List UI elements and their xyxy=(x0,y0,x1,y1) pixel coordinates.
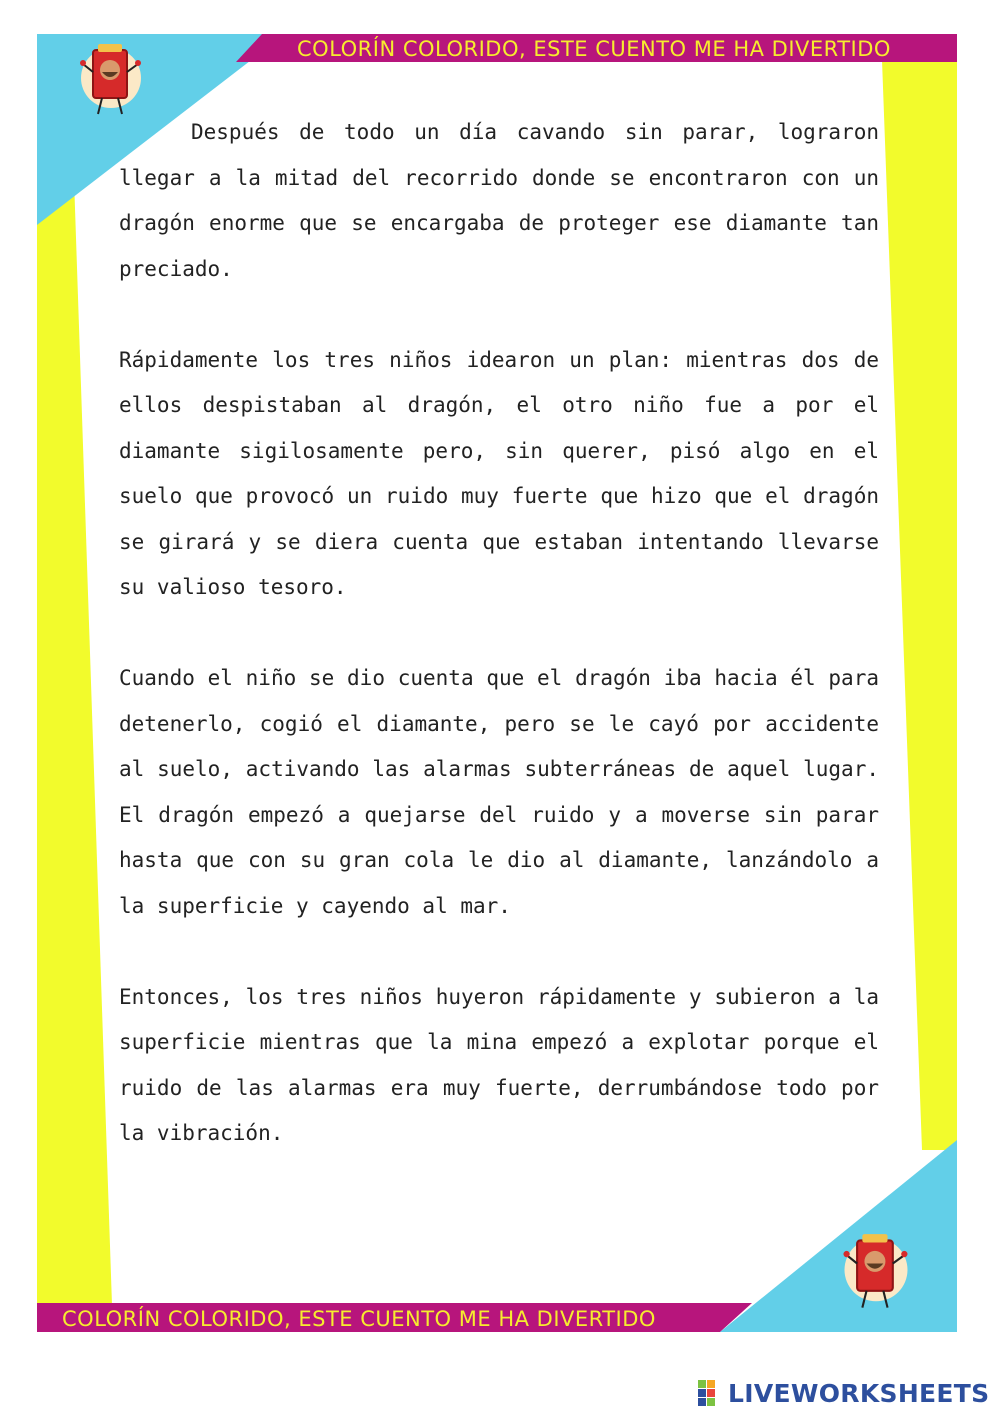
right-yellow-strip xyxy=(882,60,957,1150)
story-paragraph: Después de todo un día cavando sin parar, lograron llegar a la mitad del recorrido donde se encontraron con un dragón enorme que se encargaba de proteger ese diamante tan preciado. xyxy=(119,120,879,281)
bottom-banner-text: COLORÍN COLORIDO, ESTE CUENTO ME HA DIVERTIDO xyxy=(62,1307,656,1331)
liveworksheets-watermark xyxy=(698,1378,989,1408)
book-mascot-icon xyxy=(838,1232,914,1316)
top-banner-text: COLORÍN COLORIDO, ESTE CUENTO ME HA DIVERTIDO xyxy=(297,37,891,61)
story-paragraph: Rápidamente los tres niños idearon un plan: mientras dos de ellos despistaban al dragón, el otro niño fue a por el diamante sigilosamente pero, sin querer, pisó algo en el suelo que provocó un ruido muy fuerte que hizo que el dragón se girará y se diera cuenta que estaban intentando llevarse su valioso tesoro. xyxy=(119,347,879,599)
watermark-text: LIVEWORKSHEETS xyxy=(728,1378,990,1408)
left-yellow-strip xyxy=(37,60,112,1305)
story-paragraph: Cuando el niño se dio cuenta que el dragón iba hacia él para detenerlo, cogió el diamante, pero se le cayó por accidente al suelo, activando las alarmas subterráneas de aquel lugar. El dragón empezó a quejarse del ruido y a moverse sin parar hasta que con su gran cola le dio al diamante, lanzándolo a la superficie y cayendo al mar. xyxy=(119,666,879,918)
story-text xyxy=(119,110,879,1202)
story-paragraph: Entonces, los tres niños huyeron rápidamente y subieron a la superficie mientras que la mina empezó a explotar porque el ruido de las alarmas era muy fuerte, derrumbándose todo por la vibración. xyxy=(119,984,879,1145)
liveworksheets-logo-icon xyxy=(698,1380,724,1406)
